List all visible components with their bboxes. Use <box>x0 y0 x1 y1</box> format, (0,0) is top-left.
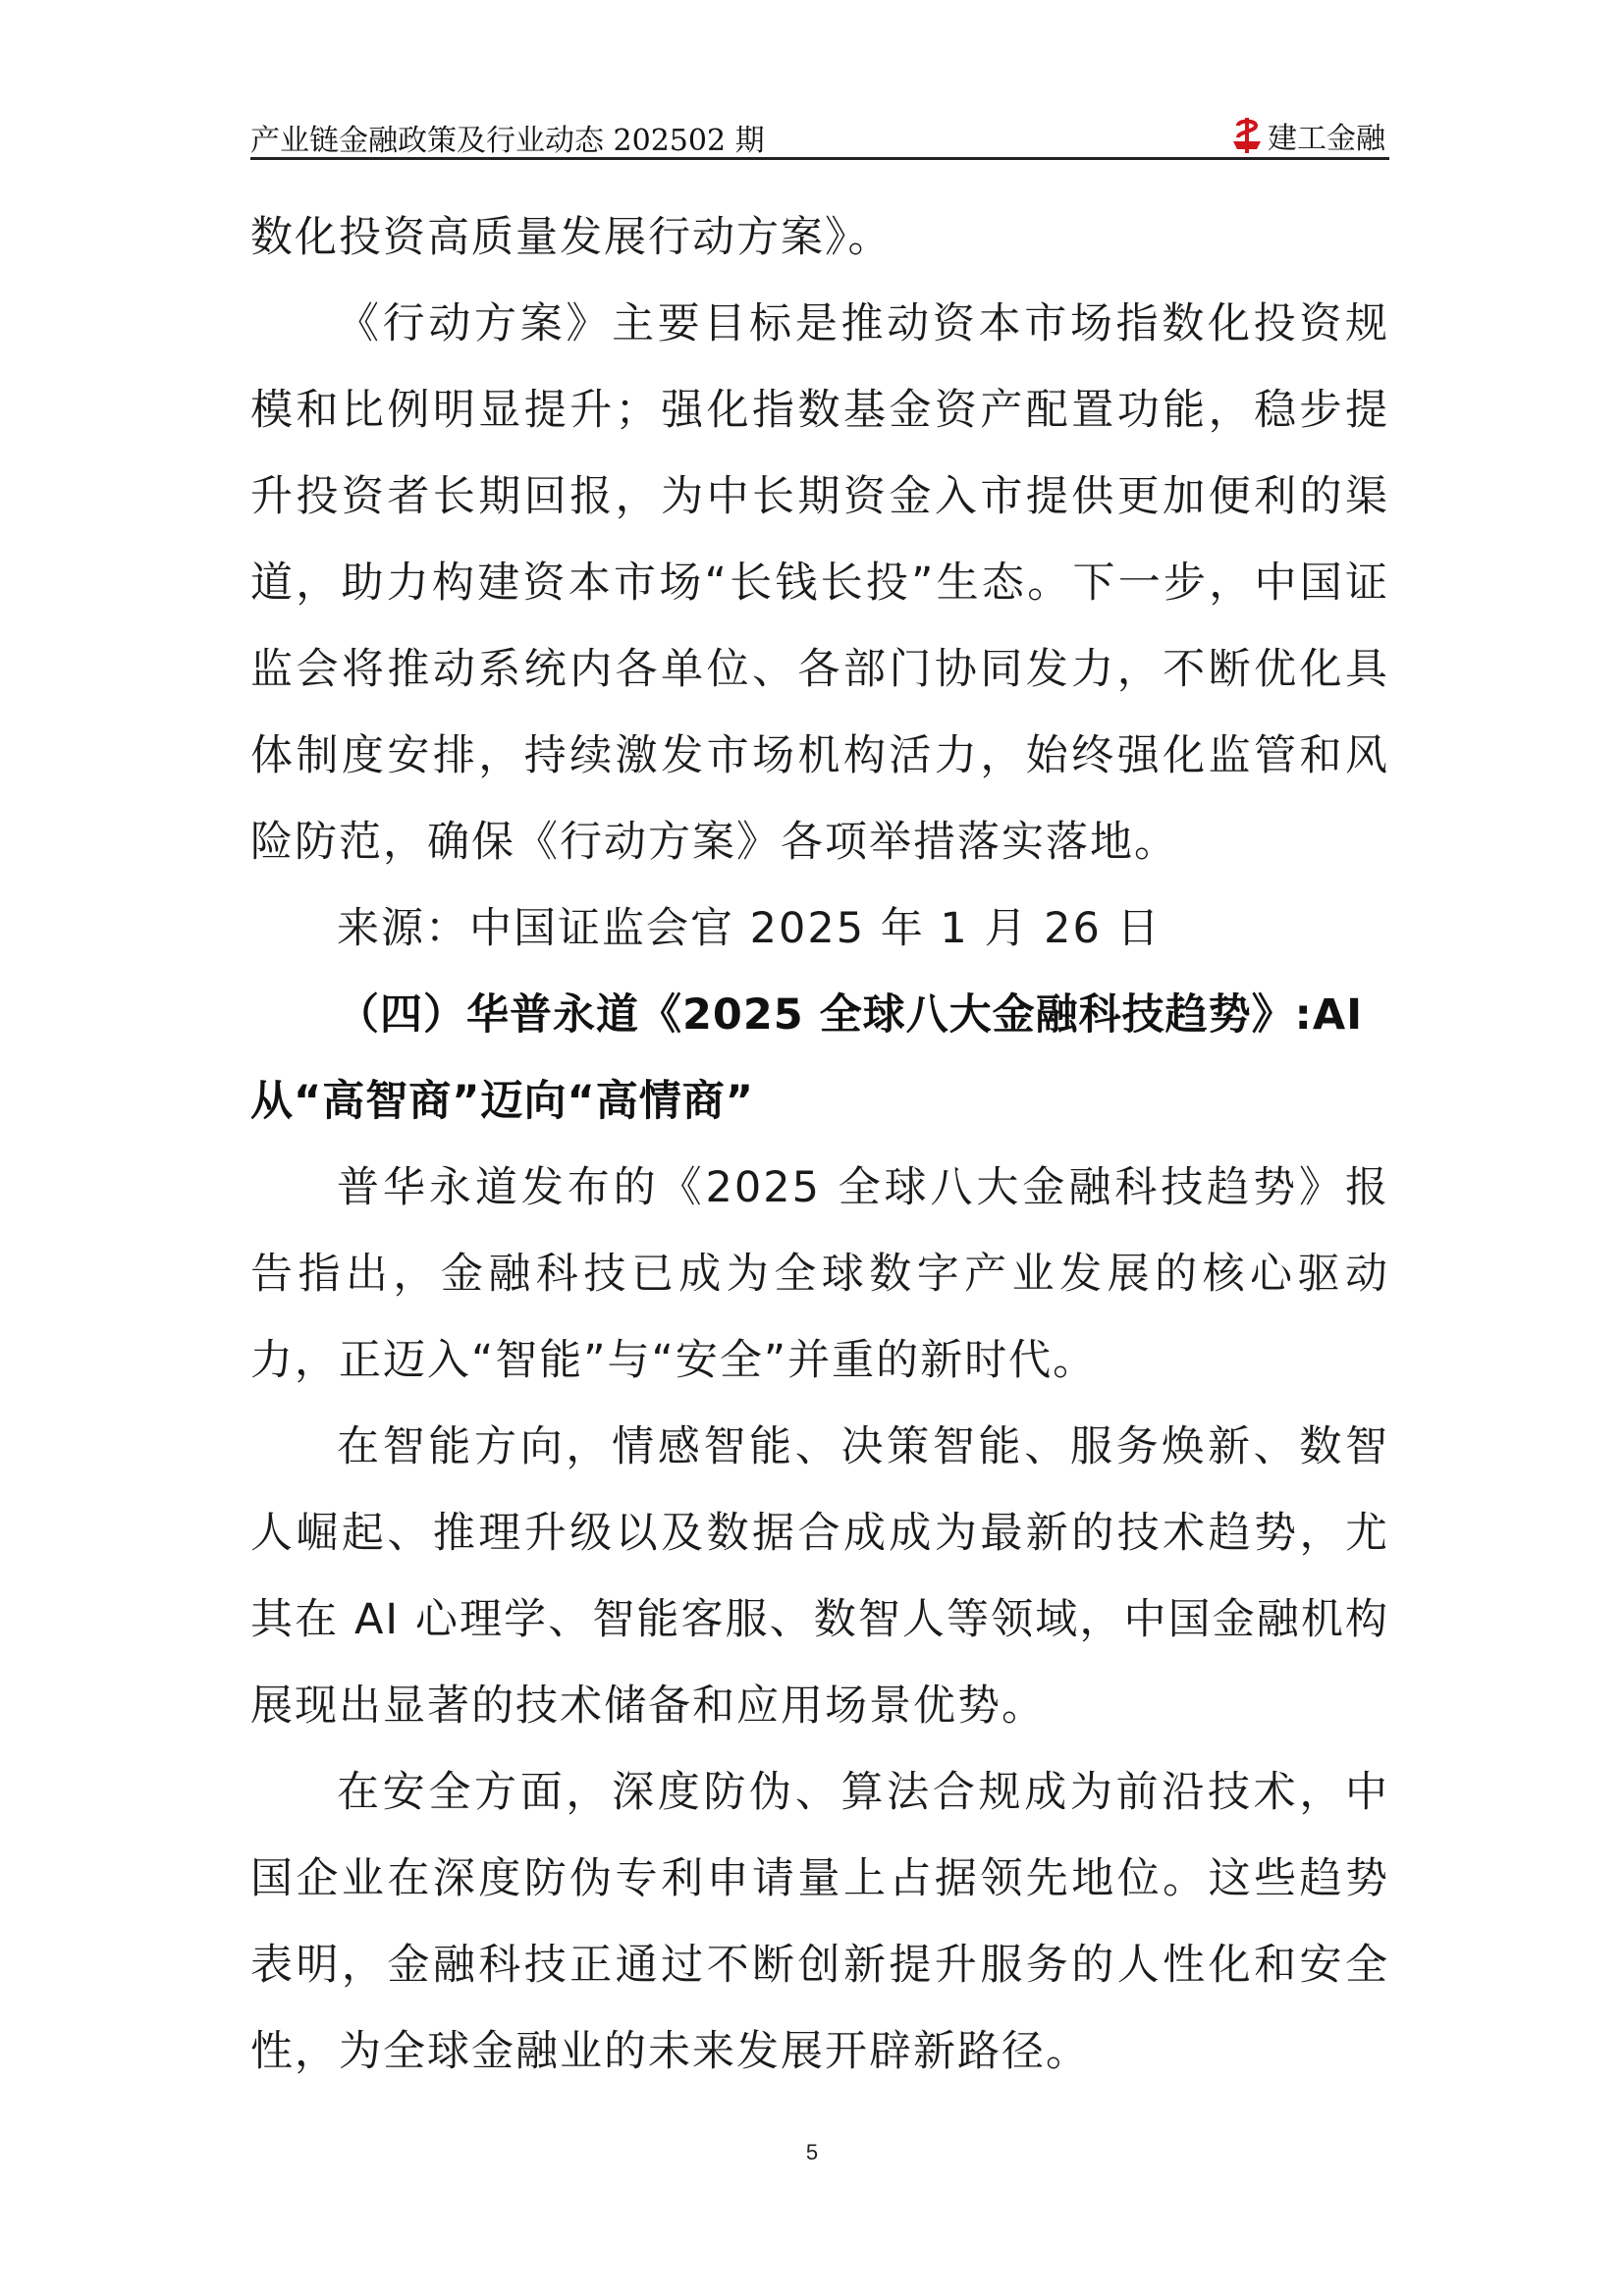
page-number: 5 <box>805 2140 819 2164</box>
brand-logo-icon <box>1230 116 1264 155</box>
paragraph-report-intro: 普华永道发布的《2025 全球八大金融科技趋势》报告指出，金融科技已成为全球数字产业发展的核心驱动力，正迈入“智能”与“安全”并重的新时代。 <box>250 1163 1389 1385</box>
header-divider <box>250 157 1389 160</box>
page-header <box>250 114 1389 159</box>
paragraph-security: 在安全方面，深度防伪、算法合规成为前沿技术，中国企业在深度防伪专利申请量上占据领先地位。这些趋势表明，金融科技正通过不断创新提升服务的人性化和安全性，为全球金融业的未来发展开辟新路径。 <box>250 1768 1389 2076</box>
brand <box>1230 114 1385 157</box>
source-line: 来源：中国证监会官 2025 年 1 月 26 日 <box>337 904 1162 953</box>
brand-name: 建工金融 <box>1268 122 1385 156</box>
header-title: 产业链金融政策及行业动态 202502 期 <box>250 124 765 158</box>
paragraph-intelligence: 在智能方向，情感智能、决策智能、服务焕新、数智人崛起、推理升级以及数据合成成为最新的技术趋势，尤其在 AI 心理学、智能客服、数智人等领域，中国金融机构展现出显著的技术储备和应用场景优势。 <box>250 1422 1389 1731</box>
section-heading: （四）华普永道《2025 全球八大金融科技趋势》:AI 从“高智商”迈向“高情商” <box>250 990 1364 1126</box>
document-body <box>250 194 1389 2095</box>
paragraph-action-plan: 《行动方案》主要目标是推动资本市场指数化投资规模和比例明显提升；强化指数基金资产配置功能，稳步提升投资者长期回报，为中长期资金入市提供更加便利的渠道，助力构建资本市场“长钱长投”生态。下一步，中国证监会将推动系统内各单位、各部门协同发力，不断优化具体制度安排，持续激发市场机构活力，始终强化监管和风险防范，确保《行动方案》各项举措落实落地。 <box>250 299 1389 867</box>
paragraph-continuation: 数化投资高质量发展行动方案》。 <box>250 213 893 262</box>
